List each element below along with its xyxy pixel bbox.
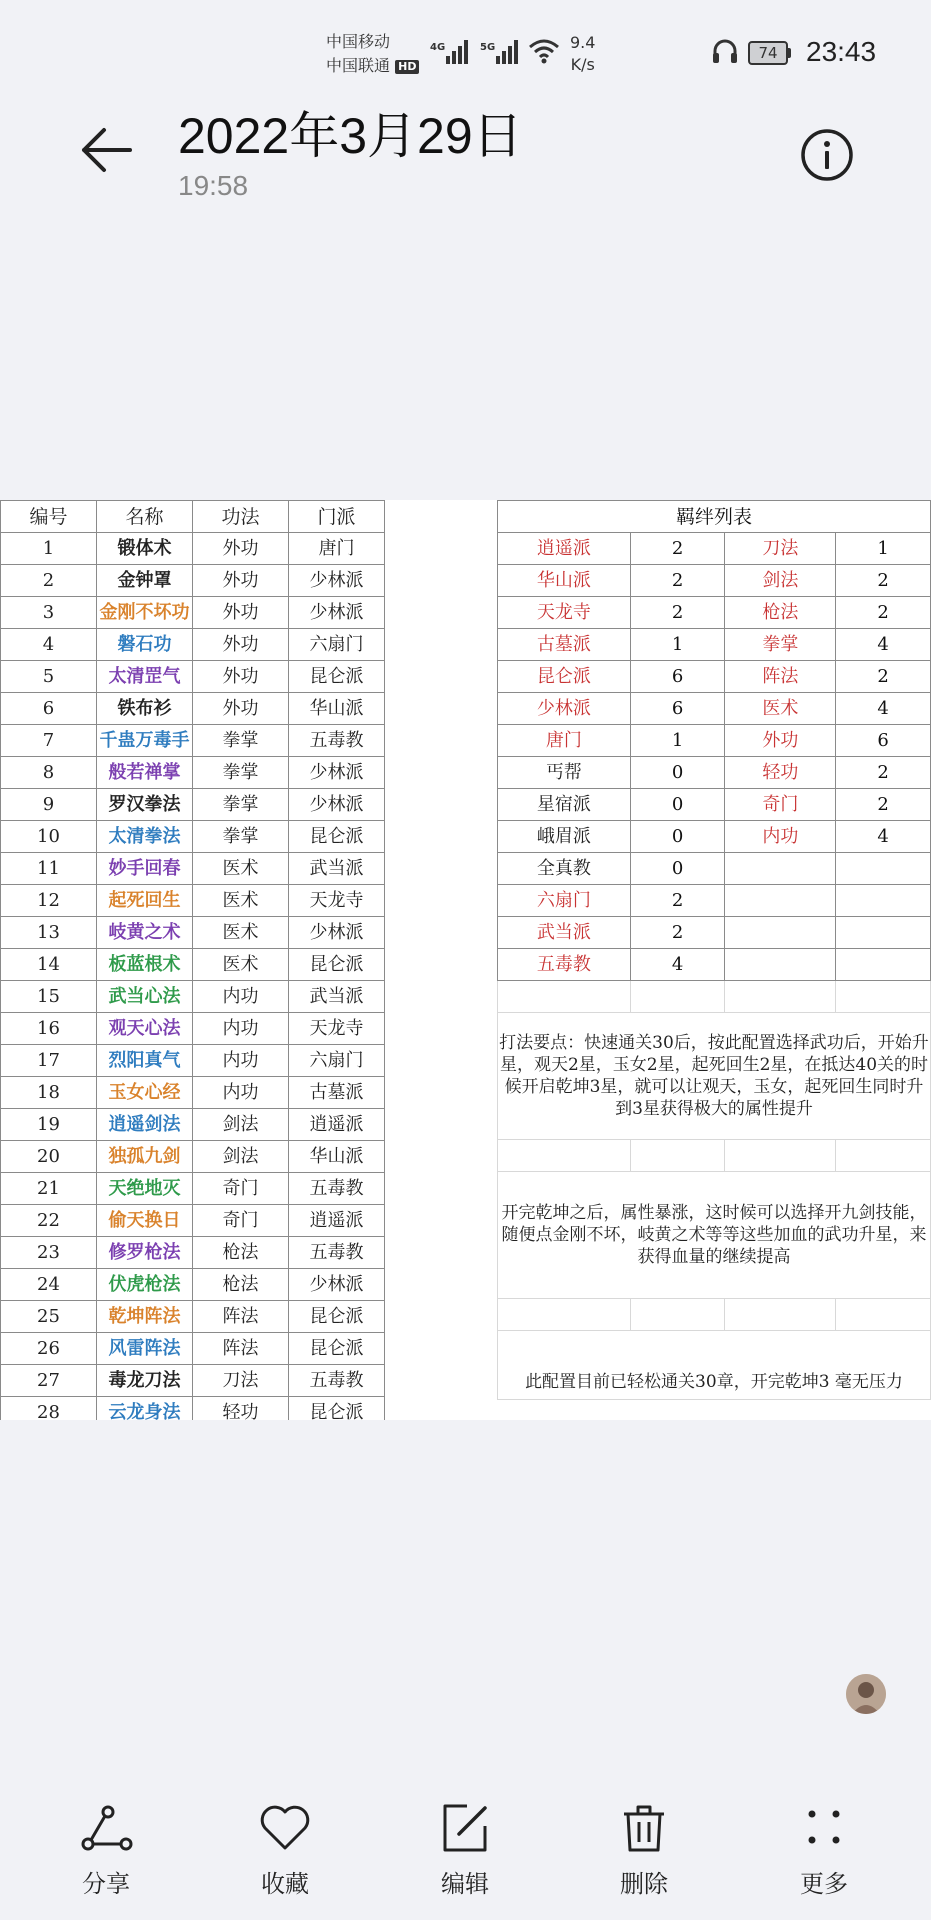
signal-4g-label: 4G (430, 42, 446, 53)
skill-type: 枪法 (193, 1269, 289, 1301)
skill-id: 17 (1, 1045, 97, 1077)
bond-row (498, 629, 931, 661)
bond-title-row (498, 501, 931, 533)
skill-id: 13 (1, 917, 97, 949)
skills-row (1, 821, 385, 853)
bond-type-count: 1 (836, 533, 931, 565)
signal-5g-icon (480, 36, 522, 66)
bond-type: 内功 (725, 821, 836, 853)
skill-name: 般若禅掌 (97, 757, 193, 789)
skill-id: 11 (1, 853, 97, 885)
skill-sect: 昆仑派 (289, 821, 385, 853)
bond-sect-count: 2 (630, 917, 725, 949)
delete-label: 删除 (620, 1870, 668, 1898)
skills-row (1, 629, 385, 661)
bond-row (498, 693, 931, 725)
bond-row (498, 597, 931, 629)
bond-type: 医术 (725, 693, 836, 725)
skill-type: 外功 (193, 661, 289, 693)
skill-sect: 武当派 (289, 981, 385, 1013)
bond-sect: 全真教 (498, 853, 631, 885)
skill-name: 铁布衫 (97, 693, 193, 725)
skill-sect: 五毒教 (289, 725, 385, 757)
skill-name: 千蛊万毒手 (97, 725, 193, 757)
skill-type: 医术 (193, 949, 289, 981)
skill-sect: 六扇门 (289, 1045, 385, 1077)
skill-sect: 天龙寺 (289, 885, 385, 917)
bond-type (725, 885, 836, 917)
delete-button[interactable] (584, 1800, 704, 1899)
bond-sect-count: 6 (630, 693, 725, 725)
bond-sect-count: 6 (630, 661, 725, 693)
skill-name: 金钟罩 (97, 565, 193, 597)
skills-row (1, 1301, 385, 1333)
skill-sect: 昆仑派 (289, 949, 385, 981)
skill-id: 4 (1, 629, 97, 661)
favorite-button[interactable] (225, 1800, 345, 1899)
bond-type: 拳掌 (725, 629, 836, 661)
more-label: 更多 (800, 1870, 848, 1898)
skill-type: 奇门 (193, 1173, 289, 1205)
skill-id: 3 (1, 597, 97, 629)
share-label: 分享 (82, 1870, 130, 1898)
skill-sect: 五毒教 (289, 1173, 385, 1205)
skill-sect: 昆仑派 (289, 661, 385, 693)
skill-name: 观天心法 (97, 1013, 193, 1045)
skills-row (1, 597, 385, 629)
skill-name: 云龙身法 (97, 1397, 193, 1421)
strategy-note-3: 此配置目前已轻松通关30章，开完乾坤3 毫无压力 (498, 1331, 931, 1400)
skills-row (1, 789, 385, 821)
skills-row (1, 757, 385, 789)
skill-name: 罗汉拳法 (97, 789, 193, 821)
skill-id: 10 (1, 821, 97, 853)
skill-type: 医术 (193, 885, 289, 917)
blank-row (498, 1299, 931, 1331)
bond-type-count (836, 853, 931, 885)
skill-name: 偷天换日 (97, 1205, 193, 1237)
skill-type: 外功 (193, 629, 289, 661)
bond-type: 刀法 (725, 533, 836, 565)
page-title: 2022年3月29日 (178, 108, 523, 164)
bond-row (498, 917, 931, 949)
bond-type: 外功 (725, 725, 836, 757)
skill-sect: 五毒教 (289, 1365, 385, 1397)
bond-row (498, 661, 931, 693)
headphone-icon (712, 38, 738, 64)
trash-icon (616, 1800, 672, 1856)
bond-sect-count: 0 (630, 757, 725, 789)
skills-row (1, 661, 385, 693)
skill-id: 8 (1, 757, 97, 789)
bond-sect-count: 2 (630, 565, 725, 597)
bond-sect: 唐门 (498, 725, 631, 757)
skill-type: 奇门 (193, 1205, 289, 1237)
bond-sect-count: 0 (630, 821, 725, 853)
favorite-label: 收藏 (261, 1870, 309, 1898)
skills-row (1, 725, 385, 757)
skill-id: 2 (1, 565, 97, 597)
share-icon (78, 1800, 134, 1856)
skill-sect: 昆仑派 (289, 1301, 385, 1333)
skill-type: 外功 (193, 597, 289, 629)
bond-type (725, 949, 836, 981)
bond-sect: 古墓派 (498, 629, 631, 661)
skill-name: 风雷阵法 (97, 1333, 193, 1365)
skill-name: 金刚不坏功 (97, 597, 193, 629)
strategy-note-2: 开完乾坤之后，属性暴涨，这时候可以选择开九剑技能，随便点金刚不坏，岐黄之术等等这些加血的武功升星，来获得血量的继续提高 (498, 1172, 931, 1299)
skills-row (1, 1333, 385, 1365)
skills-row (1, 693, 385, 725)
skills-row (1, 1013, 385, 1045)
skill-name: 乾坤阵法 (97, 1301, 193, 1333)
bond-sect-count: 0 (630, 789, 725, 821)
skills-row (1, 1109, 385, 1141)
skills-row (1, 917, 385, 949)
skill-id: 7 (1, 725, 97, 757)
skill-sect: 少林派 (289, 757, 385, 789)
skill-sect: 华山派 (289, 693, 385, 725)
skill-name: 独孤九剑 (97, 1141, 193, 1173)
skill-type: 拳掌 (193, 789, 289, 821)
heart-icon (257, 1800, 313, 1856)
bond-sect-count: 1 (630, 725, 725, 757)
skills-header-row (1, 501, 385, 533)
skill-name: 玉女心经 (97, 1077, 193, 1109)
skill-name: 逍遥剑法 (97, 1109, 193, 1141)
bond-type-count: 2 (836, 661, 931, 693)
bond-sect: 逍遥派 (498, 533, 631, 565)
bond-table (497, 500, 931, 1400)
bond-row (498, 565, 931, 597)
battery-tip (788, 48, 791, 58)
skill-sect: 昆仑派 (289, 1397, 385, 1421)
skill-type: 轻功 (193, 1397, 289, 1421)
skill-sect: 天龙寺 (289, 1013, 385, 1045)
skill-type: 拳掌 (193, 821, 289, 853)
skill-name: 磐石功 (97, 629, 193, 661)
skill-type: 外功 (193, 565, 289, 597)
page-subtitle-time: 19:58 (178, 170, 249, 201)
skill-sect: 少林派 (289, 789, 385, 821)
bond-type-count: 2 (836, 789, 931, 821)
bond-row (498, 949, 931, 981)
bond-sect: 星宿派 (498, 789, 631, 821)
bond-sect-count: 2 (630, 885, 725, 917)
bond-sect-count: 2 (630, 533, 725, 565)
skill-name: 锻体术 (97, 533, 193, 565)
bond-title: 羁绊列表 (498, 501, 931, 533)
skill-id: 25 (1, 1301, 97, 1333)
bond-type: 枪法 (725, 597, 836, 629)
note-row (498, 1013, 931, 1140)
bond-sect-count: 4 (630, 949, 725, 981)
edit-button[interactable] (405, 1800, 525, 1899)
bond-row (498, 533, 931, 565)
skills-row (1, 1141, 385, 1173)
network-speed-unit: K/s (570, 55, 595, 74)
skills-row (1, 1365, 385, 1397)
carrier-1: 中国移动 (326, 32, 391, 51)
skill-name: 伏虎枪法 (97, 1269, 193, 1301)
skill-id: 19 (1, 1109, 97, 1141)
bond-sect-count: 2 (630, 597, 725, 629)
skill-type: 阵法 (193, 1333, 289, 1365)
status-clock: 23:43 (806, 36, 877, 67)
bond-type-count: 2 (836, 565, 931, 597)
skills-row (1, 981, 385, 1013)
skills-row (1, 533, 385, 565)
skill-type: 枪法 (193, 1237, 289, 1269)
status-bar (0, 0, 931, 100)
bond-type-count (836, 885, 931, 917)
skills-row (1, 1205, 385, 1237)
skill-name: 修罗枪法 (97, 1237, 193, 1269)
skill-id: 24 (1, 1269, 97, 1301)
skill-id: 23 (1, 1237, 97, 1269)
bond-type-count: 2 (836, 597, 931, 629)
skill-name: 烈阳真气 (97, 1045, 193, 1077)
skill-id: 12 (1, 885, 97, 917)
bond-sect-count: 0 (630, 853, 725, 885)
skills-row (1, 1077, 385, 1109)
blank-row (498, 981, 931, 1013)
bond-sect: 武当派 (498, 917, 631, 949)
avatar-image (846, 1674, 886, 1714)
note-image[interactable] (0, 500, 931, 1420)
skill-sect: 逍遥派 (289, 1205, 385, 1237)
skill-type: 剑法 (193, 1141, 289, 1173)
bond-type-count (836, 949, 931, 981)
more-icon (796, 1800, 852, 1856)
skill-type: 刀法 (193, 1365, 289, 1397)
bond-type-count: 6 (836, 725, 931, 757)
skill-sect: 古墓派 (289, 1077, 385, 1109)
skill-id: 18 (1, 1077, 97, 1109)
skill-type: 医术 (193, 917, 289, 949)
bond-row (498, 853, 931, 885)
edit-label: 编辑 (441, 1870, 489, 1898)
skill-sect: 华山派 (289, 1141, 385, 1173)
blank-row (498, 1140, 931, 1172)
skill-type: 剑法 (193, 1109, 289, 1141)
skill-id: 15 (1, 981, 97, 1013)
skill-sect: 六扇门 (289, 629, 385, 661)
skills-table (0, 500, 385, 1420)
bond-type (725, 917, 836, 949)
skill-sect: 五毒教 (289, 1237, 385, 1269)
note-row (498, 1172, 931, 1299)
skill-id: 16 (1, 1013, 97, 1045)
bond-sect: 峨眉派 (498, 821, 631, 853)
skill-name: 毒龙刀法 (97, 1365, 193, 1397)
bond-type: 轻功 (725, 757, 836, 789)
skill-name: 妙手回春 (97, 853, 193, 885)
skill-name: 天绝地灭 (97, 1173, 193, 1205)
skill-sect: 昆仑派 (289, 1333, 385, 1365)
skills-row (1, 565, 385, 597)
skill-id: 22 (1, 1205, 97, 1237)
network-speed-value: 9.4 (570, 33, 596, 52)
skill-id: 9 (1, 789, 97, 821)
bond-sect: 少林派 (498, 693, 631, 725)
skill-type: 外功 (193, 693, 289, 725)
skills-header-cell: 名称 (97, 501, 193, 533)
skill-name: 太清罡气 (97, 661, 193, 693)
skills-header-cell: 门派 (289, 501, 385, 533)
skill-name: 岐黄之术 (97, 917, 193, 949)
skills-row (1, 853, 385, 885)
skill-sect: 逍遥派 (289, 1109, 385, 1141)
bond-row (498, 725, 931, 757)
bond-type-count: 2 (836, 757, 931, 789)
skill-sect: 少林派 (289, 917, 385, 949)
hd-badge: HD (395, 60, 419, 74)
skill-sect: 少林派 (289, 597, 385, 629)
back-arrow-icon[interactable] (78, 122, 134, 178)
bond-type: 阵法 (725, 661, 836, 693)
skill-name: 起死回生 (97, 885, 193, 917)
skill-name: 板蓝根术 (97, 949, 193, 981)
skill-id: 14 (1, 949, 97, 981)
bond-type: 剑法 (725, 565, 836, 597)
bond-sect: 五毒教 (498, 949, 631, 981)
network-speed (570, 32, 595, 76)
bond-row (498, 885, 931, 917)
skill-type: 内功 (193, 1013, 289, 1045)
skills-row (1, 1397, 385, 1421)
skills-row (1, 1269, 385, 1301)
bond-sect: 天龙寺 (498, 597, 631, 629)
skills-header-cell: 编号 (1, 501, 97, 533)
battery-indicator: 74 (748, 41, 788, 65)
skill-type: 拳掌 (193, 757, 289, 789)
skill-name: 武当心法 (97, 981, 193, 1013)
skills-row (1, 1045, 385, 1077)
skill-sect: 少林派 (289, 565, 385, 597)
skill-type: 阵法 (193, 1301, 289, 1333)
signal-4g-icon (430, 36, 472, 66)
wifi-icon (528, 38, 560, 64)
skill-type: 医术 (193, 853, 289, 885)
skill-id: 21 (1, 1173, 97, 1205)
share-button[interactable] (46, 1800, 166, 1899)
bond-row (498, 757, 931, 789)
info-icon[interactable] (800, 128, 854, 182)
bond-sect-count: 1 (630, 629, 725, 661)
more-button[interactable] (764, 1800, 884, 1899)
bond-type-count: 4 (836, 693, 931, 725)
skill-id: 1 (1, 533, 97, 565)
skill-sect: 唐门 (289, 533, 385, 565)
skill-id: 26 (1, 1333, 97, 1365)
skills-row (1, 949, 385, 981)
bottom-toolbar (0, 1800, 931, 1920)
skill-type: 外功 (193, 533, 289, 565)
skill-id: 28 (1, 1397, 97, 1421)
skill-id: 6 (1, 693, 97, 725)
carrier-2: 中国联通 (326, 56, 391, 75)
bond-row (498, 821, 931, 853)
skill-sect: 少林派 (289, 1269, 385, 1301)
signal-5g-label: 5G (480, 42, 496, 53)
bond-row (498, 789, 931, 821)
bond-type-count: 4 (836, 629, 931, 661)
bond-type: 奇门 (725, 789, 836, 821)
skills-header-cell: 功法 (193, 501, 289, 533)
skill-id: 27 (1, 1365, 97, 1397)
bond-type-count (836, 917, 931, 949)
bond-sect: 丐帮 (498, 757, 631, 789)
bond-type-count: 4 (836, 821, 931, 853)
bond-type (725, 853, 836, 885)
bond-sect: 六扇门 (498, 885, 631, 917)
skills-row (1, 1173, 385, 1205)
carrier-info (326, 30, 419, 78)
avatar[interactable] (846, 1674, 886, 1714)
skills-row (1, 885, 385, 917)
bond-sect: 华山派 (498, 565, 631, 597)
skill-type: 内功 (193, 1045, 289, 1077)
note-row (498, 1331, 931, 1400)
skill-name: 太清拳法 (97, 821, 193, 853)
skill-id: 5 (1, 661, 97, 693)
skill-id: 20 (1, 1141, 97, 1173)
edit-icon (437, 1800, 493, 1856)
bond-sect: 昆仑派 (498, 661, 631, 693)
skill-type: 拳掌 (193, 725, 289, 757)
skill-type: 内功 (193, 1077, 289, 1109)
strategy-note-1: 打法要点：快速通关30后，按此配置选择武功后，开始升星，观天2星，玉女2星，起死回生2星，在抵达40关的时候开启乾坤3星，就可以让观天，玉女，起死回生同时升到3星获得极大的属性提升 (498, 1013, 931, 1140)
skill-sect: 武当派 (289, 853, 385, 885)
skill-type: 内功 (193, 981, 289, 1013)
skills-row (1, 1237, 385, 1269)
